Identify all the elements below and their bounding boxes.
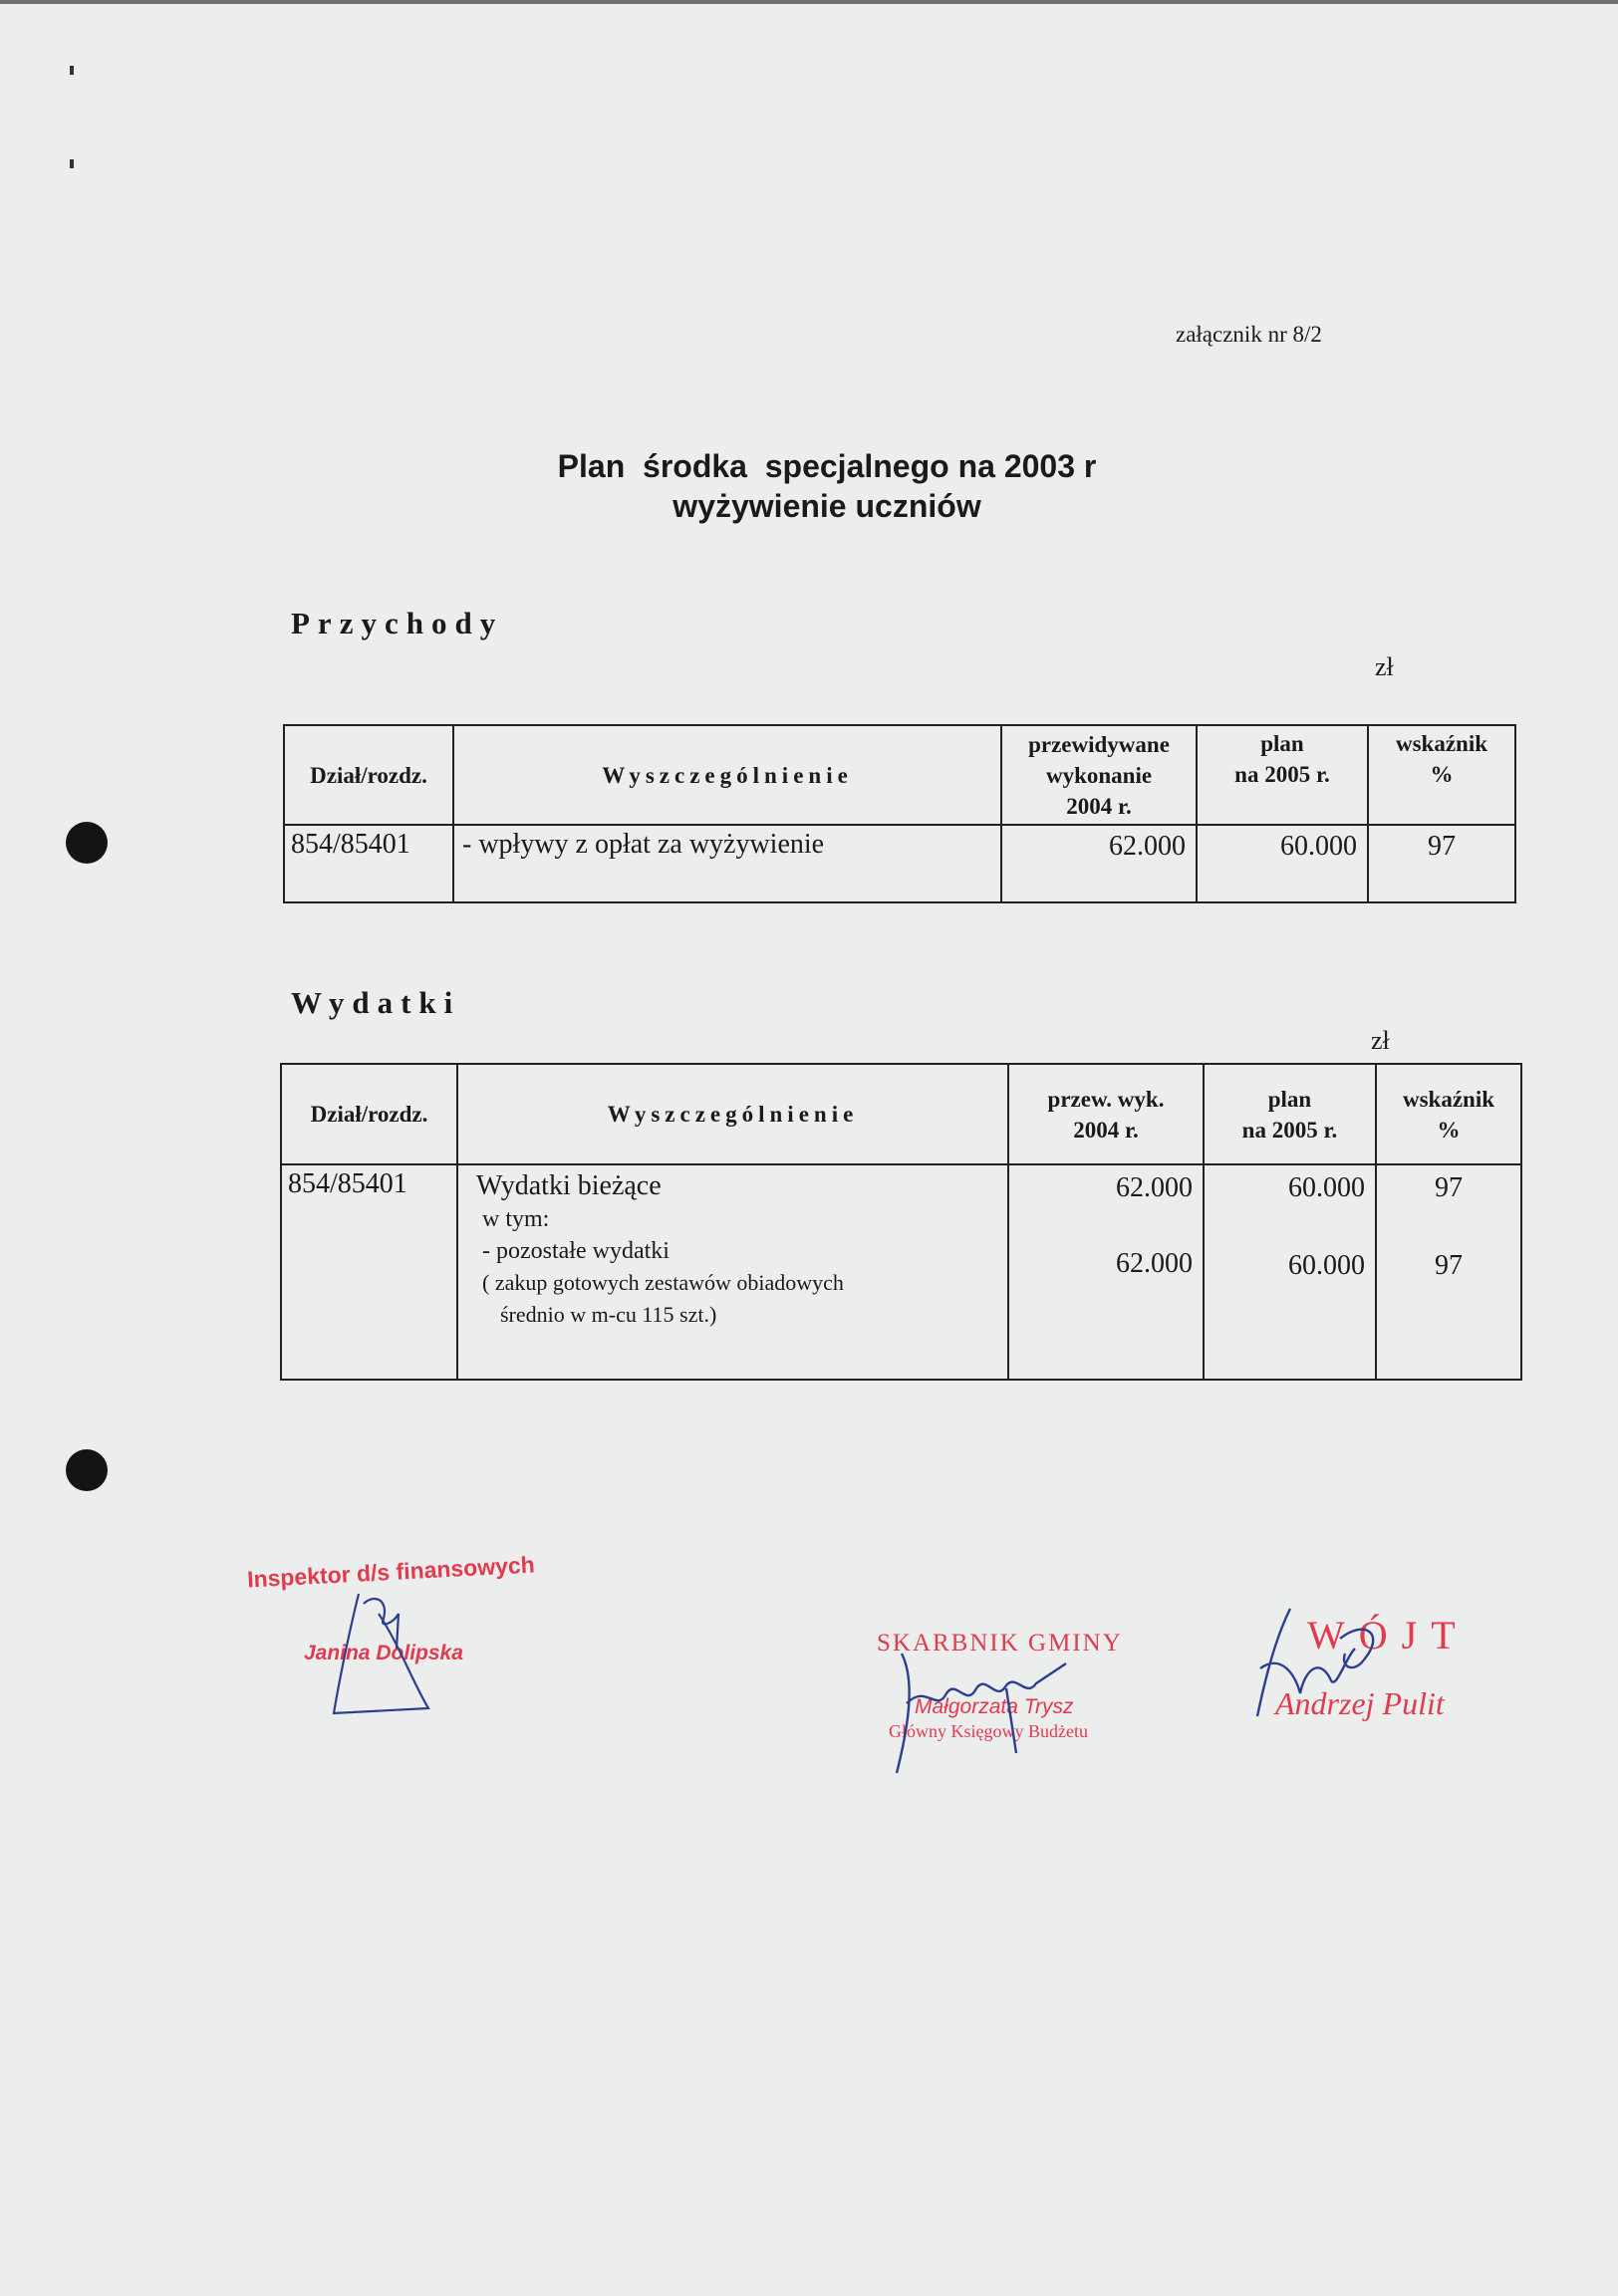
header-line: na 2005 r. xyxy=(1241,1117,1338,1143)
cell-index xyxy=(1376,1164,1521,1380)
header-line: przewidywane xyxy=(1028,731,1170,757)
value-line: 62.000 xyxy=(1116,1248,1193,1279)
document-title xyxy=(399,446,1255,526)
header-expected xyxy=(1001,725,1197,825)
header-line: wskaźnik xyxy=(1395,731,1488,756)
header-plan xyxy=(1197,725,1368,825)
table-row xyxy=(284,825,1515,902)
header-line: przew. wyk. xyxy=(1047,1086,1165,1112)
header-line: wykonanie xyxy=(1045,762,1153,788)
cell-plan xyxy=(1204,1164,1376,1380)
mayor-stamp-name: Andrzej Pulit xyxy=(1275,1685,1445,1721)
header-description: Wyszczególnienie xyxy=(457,1064,1008,1164)
revenue-table xyxy=(283,724,1516,903)
expenses-heading: Wydatki xyxy=(291,985,461,1020)
header-line: % xyxy=(1437,1117,1461,1143)
mayor-signature xyxy=(1245,1599,1415,1728)
header-line: plan xyxy=(1267,1086,1312,1112)
header-plan xyxy=(1204,1064,1376,1164)
header-line: na 2005 r. xyxy=(1234,762,1330,787)
value-line: 60.000 xyxy=(1288,1250,1365,1281)
title-line-2: wyżywienie uczniów xyxy=(673,488,981,524)
punch-hole xyxy=(66,1449,108,1491)
header-section-code: Dział/rozdz. xyxy=(284,725,453,825)
expenses-table xyxy=(280,1063,1522,1381)
desc-line: ( zakup gotowych zestawów obiadowych xyxy=(482,1270,844,1295)
header-line: plan xyxy=(1260,731,1304,756)
header-index xyxy=(1376,1064,1521,1164)
cell-description: - wpływy z opłat za wyżywienie xyxy=(453,825,1001,902)
cell-expected: 62.000 xyxy=(1001,825,1197,902)
value-line: 97 xyxy=(1435,1250,1463,1281)
treasurer-stamp-name: Małgorzata Trysz xyxy=(915,1695,1074,1718)
table-row xyxy=(281,1164,1521,1380)
title-line-1: Plan środka specjalnego na 2003 r xyxy=(557,448,1097,484)
desc-line: średnio w m-cu 115 szt.) xyxy=(500,1302,717,1327)
cell-plan: 60.000 xyxy=(1197,825,1368,902)
header-section-code: Dział/rozdz. xyxy=(281,1064,457,1164)
header-line: wskaźnik xyxy=(1402,1086,1495,1112)
cell-section-code: 854/85401 xyxy=(284,825,453,902)
mayor-stamp-title: WÓJT xyxy=(1307,1613,1470,1658)
cell-index: 97 xyxy=(1368,825,1515,902)
annex-label: załącznik nr 8/2 xyxy=(1176,322,1322,347)
table-header-row xyxy=(281,1064,1521,1164)
scan-speck xyxy=(70,159,74,168)
cell-expected xyxy=(1008,1164,1204,1380)
scan-speck xyxy=(70,66,74,75)
value-line: 60.000 xyxy=(1288,1172,1365,1203)
header-description: Wyszczególnienie xyxy=(453,725,1001,825)
expenses-unit: zł xyxy=(1371,1026,1390,1055)
inspector-stamp-title: Inspektor d/s finansowych xyxy=(246,1551,536,1593)
inspector-signature xyxy=(319,1574,448,1723)
table-header-row xyxy=(284,725,1515,825)
desc-line: Wydatki bieżące xyxy=(476,1170,662,1201)
cell-description xyxy=(457,1164,1008,1380)
treasurer-signature xyxy=(877,1644,1116,1783)
value-line: 97 xyxy=(1435,1172,1463,1203)
revenue-unit: zł xyxy=(1375,652,1394,681)
desc-line: w tym: xyxy=(482,1206,550,1232)
header-line: 2004 r. xyxy=(1073,1117,1139,1143)
header-expected xyxy=(1008,1064,1204,1164)
inspector-stamp-name: Janina Dolipska xyxy=(304,1642,463,1664)
scan-edge xyxy=(0,0,1618,4)
desc-line: - pozostałe wydatki xyxy=(482,1238,670,1264)
cell-section-code: 854/85401 xyxy=(281,1164,457,1380)
treasurer-stamp-role: Główny Księgowy Budżetu xyxy=(889,1721,1088,1741)
treasurer-stamp-title: SKARBNIK GMINY xyxy=(877,1630,1123,1657)
punch-hole xyxy=(66,822,108,864)
value-line: 62.000 xyxy=(1116,1172,1193,1203)
header-line: 2004 r. xyxy=(1066,793,1132,819)
revenue-heading: Przychody xyxy=(291,606,504,640)
header-line: % xyxy=(1430,762,1454,787)
header-index xyxy=(1368,725,1515,825)
